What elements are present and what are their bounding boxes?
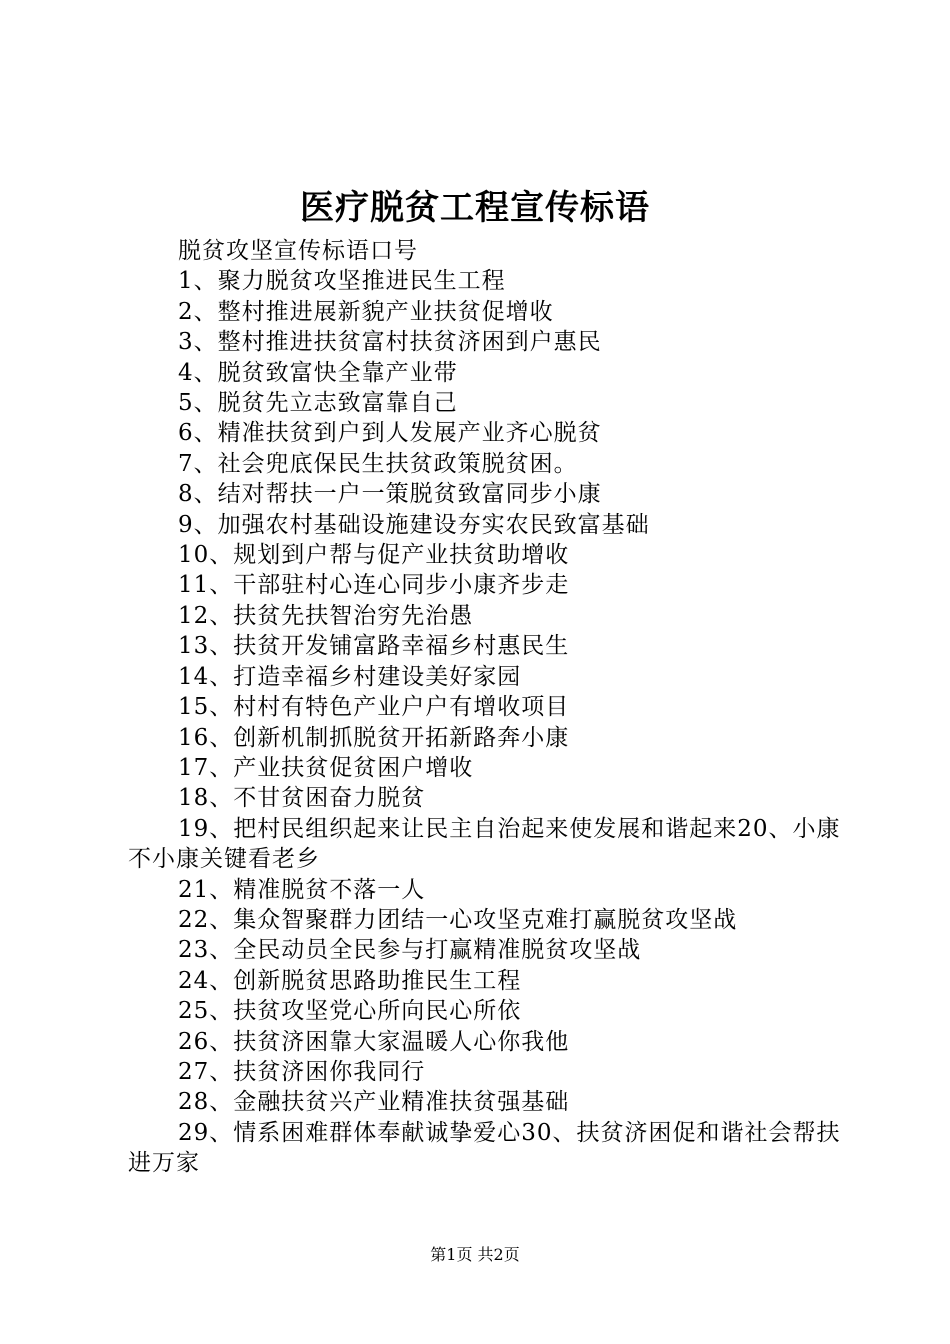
slogan-item: 21、精准脱贫不落一人	[178, 876, 426, 903]
slogan-item: 29、情系困难群体奉献诚挚爱心30、扶贫济困促和谐社会帮扶进万家	[128, 1119, 841, 1177]
paragraph: 脱贫攻坚宣传标语口号	[178, 238, 418, 264]
slogan-item: 3、整村推进扶贫富村扶贫济困到户惠民	[178, 329, 602, 356]
page-footer: 第1页 共2页	[430, 1245, 520, 1264]
document-title: 医疗脱贫工程宣传标语	[300, 188, 650, 228]
slogan-item: 14、打造幸福乡村建设美好家园	[178, 663, 522, 690]
slogan-item: 12、扶贫先扶智治穷先治愚	[178, 602, 474, 629]
slogan-item: 13、扶贫开发铺富路幸福乡村惠民生	[178, 633, 570, 660]
slogan-item: 5、脱贫先立志致富靠自己	[178, 390, 458, 417]
slogan-item: 28、金融扶贫兴产业精准扶贫强基础	[178, 1089, 570, 1116]
document-body	[128, 236, 848, 1179]
slogan-item: 1、聚力脱贫攻坚推进民生工程	[178, 268, 506, 295]
slogan-item: 15、村村有特色产业户户有增收项目	[178, 694, 570, 721]
slogan-item: 16、创新机制抓脱贫开拓新路奔小康	[178, 724, 570, 751]
slogan-item: 4、脱贫致富快全靠产业带	[178, 359, 458, 386]
slogan-item: 18、不甘贫困奋力脱贫	[178, 785, 426, 812]
slogan-item: 26、扶贫济困靠大家温暖人心你我他	[178, 1028, 570, 1055]
slogan-item: 11、干部驻村心连心同步小康齐步走	[178, 572, 570, 599]
slogan-item: 10、规划到户帮与促产业扶贫助增收	[178, 542, 570, 569]
slogan-item: 27、扶贫济困你我同行	[178, 1058, 426, 1085]
slogan-item: 25、扶贫攻坚党心所向民心所依	[178, 998, 522, 1025]
slogan-item: 7、社会兜底保民生扶贫政策脱贫困。	[178, 450, 578, 477]
slogan-item: 24、创新脱贫思路助推民生工程	[178, 967, 522, 994]
slogan-item: 17、产业扶贫促贫困户增收	[178, 754, 474, 781]
slogan-item: 23、全民动员全民参与打赢精准脱贫攻坚战	[178, 937, 642, 964]
slogan-item: 9、加强农村基础设施建设夯实农民致富基础	[178, 511, 650, 538]
slogan-item: 6、精准扶贫到户到人发展产业齐心脱贫	[178, 420, 602, 447]
slogan-item: 2、整村推进展新貌产业扶贫促增收	[178, 298, 554, 325]
slogan-item: 22、集众智聚群力团结一心攻坚克难打赢脱贫攻坚战	[178, 906, 738, 933]
slogan-item: 19、把村民组织起来让民主自治起来使发展和谐起来20、小康不小康关键看老乡	[128, 815, 841, 873]
slogan-item: 8、结对帮扶一户一策脱贫致富同步小康	[178, 481, 602, 508]
